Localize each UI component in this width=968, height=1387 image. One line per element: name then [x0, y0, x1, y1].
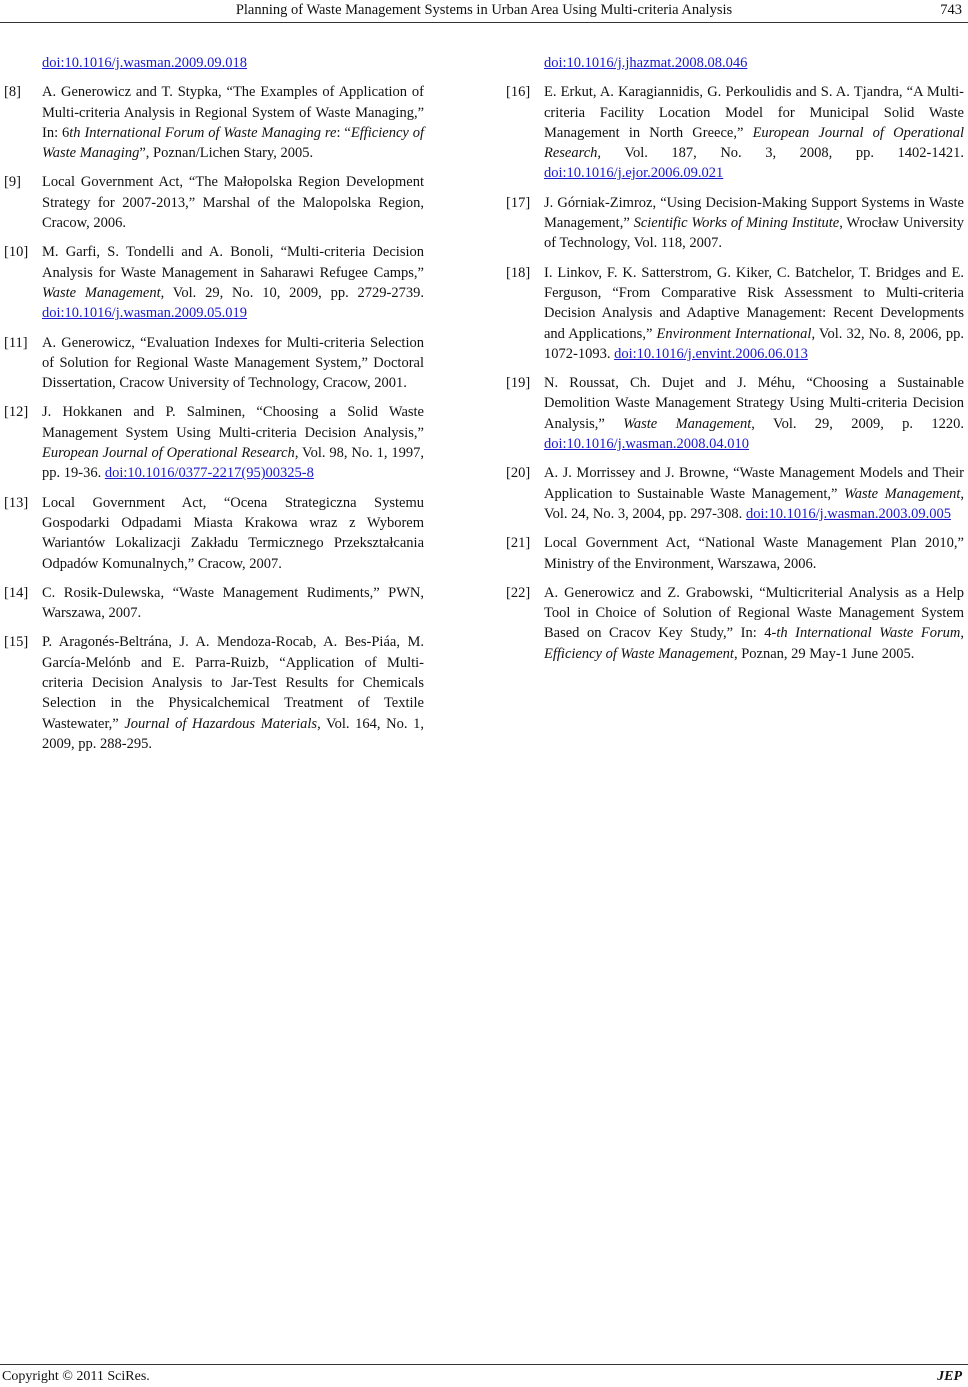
reference-entry — [502, 193, 964, 254]
reference-number: [12] — [4, 404, 29, 421]
reference-entry — [0, 402, 424, 483]
footer — [0, 1364, 968, 1387]
doi-link[interactable]: doi:10.1016/j.jhazmat.2008.08.046 — [544, 55, 748, 71]
reference-number: [22] — [506, 584, 531, 601]
reference-text — [42, 493, 424, 574]
doi-link[interactable]: doi:10.1016/j.wasman.2009.05.019 — [42, 305, 248, 322]
reference-entry — [0, 242, 424, 323]
reference-segment: E. Erkut, A. Karagiannidis, G. Perkoulidis and S. A. Tjandra, “A Multi-criteria Facility Location Model for Municipal Solid Waste Management in North Greece,” — [544, 84, 964, 141]
reference-text — [42, 333, 424, 394]
reference-entry — [0, 583, 424, 624]
reference-segment: , Vol. 29, 2009, p. 1220. — [751, 415, 965, 432]
italic-title: th International Forum of Waste Managing re — [69, 124, 337, 141]
reference-entry — [502, 263, 964, 364]
reference-entry — [502, 463, 964, 524]
italic-title: European Journal of Operational Research — [544, 124, 964, 162]
reference-number: [9] — [4, 174, 21, 191]
reference-text — [42, 172, 424, 233]
reference-number: [8] — [4, 84, 21, 101]
reference-text — [42, 632, 424, 754]
reference-segment: A. J. Morrissey and J. Browne, “Waste Management Models and Their Application to Sustainable Waste Management,” — [544, 465, 964, 502]
reference-text — [544, 533, 964, 574]
italic-title: Scientific Works of Mining Institute — [633, 215, 840, 232]
reference-entry — [0, 493, 424, 574]
doi-link[interactable]: doi:10.1016/j.ejor.2006.09.021 — [544, 165, 724, 182]
reference-segment: , Vol. 24, No. 3, 2004, pp. 297-308. — [544, 485, 964, 522]
reference-segment: , Vol. 32, No. 8, 2006, pp. 1072-1093. — [544, 325, 964, 362]
reference-segment: , Vol. 187, No. 3, 2008, pp. 1402-1421. — [597, 145, 964, 162]
reference-text — [42, 583, 424, 624]
reference-segment: A. Generowicz and T. Stypka, “The Examples of Application of Multi-criteria Analysis in Regional System of Waste Managing,” In: 6 — [42, 84, 424, 141]
reference-segment: Local Government Act, “The Małopolska Region Development Strategy for 2007-2013,” Marshal of the Malopolska Region, Cracow, 2006. — [42, 174, 424, 232]
italic-title: Efficiency of Waste Managing — [42, 124, 425, 162]
reference-segment: , Wrocław University of Technology, Vol. 118, 2007. — [544, 215, 964, 252]
reference-segment: , Poznan, 29 May-1 June 2005. — [733, 645, 915, 662]
reference-number: [10] — [4, 244, 29, 261]
reference-segment: Local Government Act, “National Waste Management Plan 2010,” Ministry of the Environment, Warszawa, 2006. — [544, 535, 964, 572]
reference-text — [544, 82, 964, 183]
reference-entry — [0, 172, 424, 233]
doi-link[interactable]: doi:10.1016/j.wasman.2009.09.018 — [42, 55, 248, 71]
reference-list-right — [502, 82, 964, 664]
doi-link[interactable]: doi:10.1016/j.wasman.2003.09.005 — [745, 505, 951, 522]
reference-segment: I. Linkov, F. K. Satterstrom, G. Kiker, C. Batchelor, T. Bridges and E. Ferguson, “From Comparative Risk Assessment to Multi-criteria Decision Analysis and Adaptive Management: Recent Developments and Applications,” — [544, 264, 964, 342]
reference-number: [20] — [506, 465, 531, 482]
reference-entry — [0, 82, 424, 163]
doi-link[interactable]: doi:10.1016/0377-2217(95)00325-8 — [104, 465, 314, 482]
reference-segment: ”, Poznan/Lichen Stary, 2005. — [139, 145, 314, 162]
reference-list-left — [0, 82, 424, 754]
reference-number: [15] — [4, 634, 29, 651]
reference-entry — [0, 632, 424, 754]
continued-doi — [502, 53, 964, 73]
reference-text — [544, 373, 964, 454]
reference-number: [14] — [4, 584, 29, 601]
reference-segment: A. Generowicz, “Evaluation Indexes for Multi-criteria Selection of Solution for Regional Waste Management System,” Doctoral Dissertation, Cracow University of Technology, Cracow, 2001. — [42, 334, 424, 392]
copyright: Copyright © 2011 SciRes. — [2, 1369, 150, 1384]
reference-number: [18] — [506, 264, 531, 281]
italic-title: th International Waste Forum — [776, 625, 961, 642]
italic-title: Waste Management — [843, 485, 961, 502]
doi-link[interactable]: doi:10.1016/j.envint.2006.06.013 — [614, 345, 808, 362]
reference-text — [42, 82, 424, 163]
reference-segment: C. Rosik-Dulewska, “Waste Management Rudiments,” PWN, Warszawa, 2007. — [42, 584, 424, 622]
reference-entry — [502, 82, 964, 183]
reference-text — [544, 193, 964, 254]
reference-segment: : “ — [336, 124, 351, 141]
italic-title: European Journal of Operational Research — [42, 445, 295, 462]
reference-segment: A. Generowicz and Z. Grabowski, “Multicriterial Analysis as a Help Tool in Choice of Solution of Regional Waste Management System Based on Cracov Key Study,” In: 4- — [544, 584, 964, 642]
italic-title: Waste Management — [42, 284, 161, 301]
reference-segment: , Vol. 164, No. 1, 2009, pp. 288-295. — [42, 715, 424, 752]
reference-number: [21] — [506, 535, 531, 552]
reference-entry — [502, 373, 964, 454]
doi-link[interactable]: doi:10.1016/j.wasman.2008.04.010 — [544, 436, 750, 453]
italic-title: Efficiency of Waste Management — [544, 645, 734, 662]
reference-number: [11] — [4, 334, 28, 351]
page-number: 743 — [940, 2, 962, 18]
reference-text — [42, 242, 424, 323]
left-column — [0, 53, 424, 763]
reference-segment: , Vol. 29, No. 10, 2009, pp. 2729-2739. — [160, 284, 424, 301]
reference-segment: N. Roussat, Ch. Dujet and J. Méhu, “Choosing a Sustainable Demolition Waste Management Strategy Using Multi-criteria Decision Analysis,” — [544, 375, 964, 432]
continued-doi — [0, 53, 424, 73]
reference-segment: P. Aragonés-Beltrána, J. A. Mendoza-Rocab, A. Bes-Piáa, M. García-Melónb and E. Parra-Ruizb, “Application of Multi-criteria Decision Analysis to Jar-Test Results for Chemicals Selection in the Physicalchemical Treatment of Textile Wastewater,” — [42, 634, 424, 732]
reference-text — [544, 463, 964, 524]
reference-segment: J. Hokkanen and P. Salminen, “Choosing a Solid Waste Management System Using Multi-criteria Decision Analysis,” — [42, 404, 424, 441]
reference-entry — [0, 333, 424, 394]
reference-text — [544, 263, 964, 364]
right-column — [502, 53, 964, 673]
reference-entry — [502, 583, 964, 664]
reference-text — [544, 583, 964, 664]
reference-number: [13] — [4, 494, 29, 511]
reference-segment: , Vol. 98, No. 1, 1997, pp. 19-36. — [42, 445, 424, 482]
running-title: Planning of Waste Management Systems in Urban Area Using Multi-criteria Analysis — [235, 2, 733, 18]
running-head — [0, 0, 968, 23]
journal-abbrev: JEP — [937, 1369, 962, 1384]
reference-number: [19] — [506, 375, 531, 392]
italic-title: Journal of Hazardous Materials — [124, 715, 318, 732]
reference-segment: Local Government Act, “Ocena Strategiczna Systemu Gospodarki Odpadami Miasta Krakowa wraz z Wyborem Wariantów Lokalizacji Zakładu Termicznego Przekształcania Odpadów Komunalnych,” Cracow, 2007. — [42, 494, 424, 572]
reference-segment: M. Garfi, S. Tondelli and A. Bonoli, “Multi-criteria Decision Analysis for Waste Management in Saharawi Refugee Camps,” — [42, 244, 424, 281]
italic-title: Environment International — [656, 325, 812, 342]
italic-title: Waste Management — [623, 415, 752, 432]
reference-entry — [502, 533, 964, 574]
reference-segment: , — [960, 625, 964, 642]
reference-number: [17] — [506, 194, 531, 211]
reference-segment: J. Górniak-Zimroz, “Using Decision-Making Support Systems in Waste Management,” — [544, 194, 964, 232]
reference-text — [42, 402, 424, 483]
reference-number: [16] — [506, 84, 531, 101]
